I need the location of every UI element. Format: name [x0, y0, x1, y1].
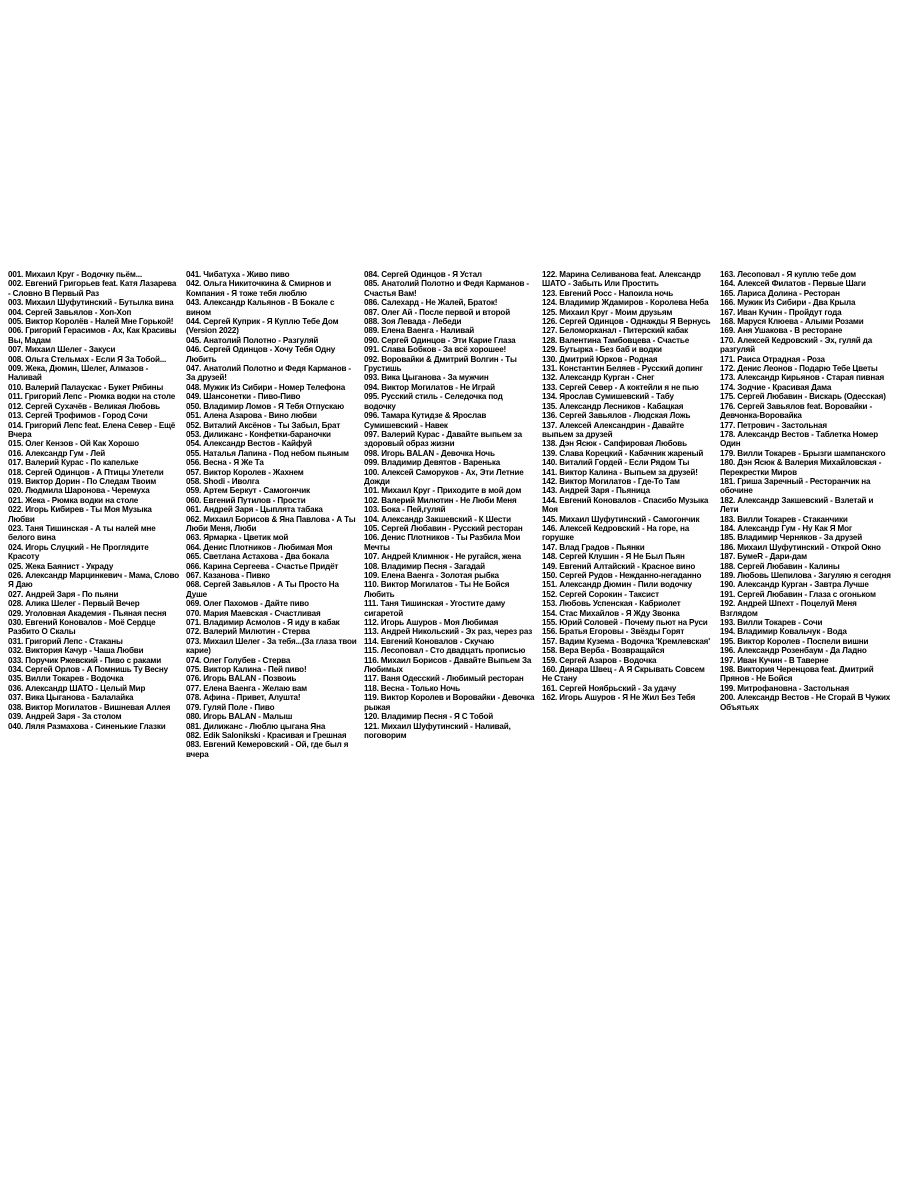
track-entry: 120. Владимир Песня - Я С Тобой: [364, 712, 494, 722]
track-entry: 124. Владимир Ждамиров - Королева Неба: [542, 298, 709, 308]
track-entry: 101. Михаил Круг - Приходите в мой дом: [364, 486, 522, 496]
track-entry: 106. Денис Плотников - Ты Разбила Мои Мечты: [364, 533, 521, 552]
track-entry: 140. Виталий Гордей - Если Рядом Ты: [542, 458, 690, 468]
track-entry: 095. Русский стиль - Селедочка под водочку: [364, 392, 503, 411]
track-entry: 058. Shodi - Иволга: [186, 476, 260, 486]
track-entry: 141. Виктор Калина - Выпьем за друзей!: [542, 467, 698, 477]
track-entry: 034. Сергей Орлов - А Помнишь Ту Весну: [8, 665, 168, 675]
track-entry: 038. Виктор Могилатов - Вишневая Аллея: [8, 702, 171, 712]
track-entry: 019. Виктор Дорин - По Следам Твоим: [8, 476, 157, 486]
track-entry: 085. Анатолий Полотно и Федя Карманов - Счастья Вам!: [364, 279, 529, 298]
track-entry: 192. Андрей Шпехт - Поцелуй Меня Взглядом: [720, 599, 857, 618]
track-entry: 037. Вика Цыганова - Балалайка: [8, 693, 134, 703]
track-entry: 027. Андрей Заря - По пьяни: [8, 589, 119, 599]
track-entry: 150. Сергей Рудов - Нежданно-негаданно: [542, 571, 702, 580]
track-entry: 105. Сергей Любавин - Русский ресторан: [364, 523, 523, 533]
track-entry: 121. Михаил Шуфутинский - Наливай, поговорим: [364, 721, 511, 740]
track-entry: 073. Михаил Шелег - За тебя...(За глаза твои карие): [186, 636, 357, 656]
track-entry: 066. Карина Сергеева - Счастье Придёт: [186, 561, 339, 571]
track-entry: 043. Александр Кальянов - В Бокале с вином: [186, 298, 335, 317]
track-entry: 078. Афина - Привет, Алушта!: [186, 693, 301, 703]
track-entry: 076. Игорь BALAN - Позвоиь: [186, 674, 297, 684]
track-entry: 128. Валентина Тамбовцева - Счастье: [542, 335, 690, 345]
track-entry: 181. Гриша Заречный - Ресторанчик на обочине: [720, 476, 871, 496]
track-entry: 083. Евгений Кемеровский - Ой, где был я вчера: [186, 740, 349, 759]
track-entry: 199. Митрофановна - Застольная: [720, 683, 849, 693]
track-entry: 162. Игорь Ашуров - Я Не Жил Без Тебя: [542, 693, 696, 703]
track-entry: 196. Александр Розенбаум - Да Ладно: [720, 646, 867, 656]
track-entry: 068. Сергей Завьялов - А Ты Просто На Душе: [186, 580, 339, 599]
track-entry: 171. Раиса Отрадная - Роза: [720, 354, 825, 364]
track-entry: 107. Андрей Климнюк - Не ругайся, жена: [364, 552, 521, 562]
track-entry: 056. Весна - Я Же Та: [186, 458, 264, 468]
track-entry: 145. Михаил Шуфутинский - Самогончик: [542, 514, 700, 524]
track-entry: 009. Жека, Дюмин, Шелег, Алмазов - Наливай: [8, 364, 149, 383]
track-entry: 047. Анатолий Полотно и Федя Карманов - За друзей!: [186, 364, 351, 383]
track-entry: 170. Алексей Кедровский - Эх, гуляй да разгуляй: [720, 335, 873, 355]
track-entry: 039. Андрей Заря - За столом: [8, 712, 122, 722]
track-entry: 136. Сергей Завьялов - Людская Ложь: [542, 411, 691, 421]
track-entry: 112. Игорь Ашуров - Моя Любимая: [364, 618, 499, 628]
track-entry: 158. Вера Верба - Возвращайся: [542, 646, 665, 656]
track-entry: 099. Владимир Девятов - Варенька: [364, 458, 501, 468]
track-entry: 036. Александр ШАТО - Целый Мир: [8, 683, 146, 693]
track-entry: 132. Александр Курган - Снег: [542, 373, 655, 383]
track-entry: 032. Виктория Качур - Чаша Любви: [8, 646, 144, 656]
track-entry: 177. Петрович - Застольная: [720, 420, 827, 430]
track-entry: 104. Александр Закшевский - К Шести: [364, 514, 511, 524]
track-entry: 146. Алексей Кедровский - На горе, на горушке: [542, 523, 690, 543]
track-entry: 053. Дилижанс - Конфетки-бараночки: [186, 429, 331, 439]
track-entry: 090. Сергей Одинцов - Эти Карие Глаза: [364, 335, 516, 345]
track-entry: 148. Сергей Клушин - Я Не Был Пьян: [542, 552, 685, 562]
track-entry: 134. Ярослав Сумишевский - Табу: [542, 392, 674, 402]
track-entry: 072. Валерий Милютин - Стерва: [186, 627, 310, 637]
track-entry: 003. Михаил Шуфутинский - Бутылка вина: [8, 298, 174, 308]
track-entry: 115. Лесоповал - Сто двадцать прописью: [364, 646, 526, 656]
track-entry: 059. Артем Беркут - Самогончик: [186, 486, 310, 496]
track-entry: 004. Сергей Завьялов - Хоп-Хоп: [8, 307, 132, 317]
track-entry: 098. Игорь BALAN - Девочка Ночь: [364, 448, 495, 458]
track-entry: 118. Весна - Только Ночь: [364, 683, 460, 693]
track-entry: 030. Евгений Коновалов - Моё Сердце Разбито О Скалы: [8, 618, 156, 637]
track-entry: 002. Евгений Григорьев feat. Катя Лазарева - Словно В Первый Раз: [8, 279, 177, 298]
track-entry: 135. Александр Лесников - Кабацкая: [542, 401, 684, 411]
track-entry: 091. Слава Бобков - За всё хорошее!: [364, 345, 507, 355]
track-entry: 069. Олег Пахомов - Дайте пиво: [186, 599, 309, 609]
track-entry: 094. Виктор Могилатов - Не Играй: [364, 382, 495, 392]
track-entry: 108. Владимир Песня - Загадай: [364, 561, 485, 571]
track-entry: 191. Сергей Любавин - Глаза с огоньком: [720, 589, 876, 599]
track-entry: 122. Марина Селиванова feat. Александр ШАТО - Забыть Или Простить: [542, 270, 701, 289]
track-entry: 125. Михаил Круг - Моим друзьям: [542, 307, 673, 317]
track-entry: 100. Алексей Саморуков - Ах, Эти Летние Дожди: [364, 467, 524, 486]
track-entry: 138. Дэн Ясюк - Сапфировая Любовь: [542, 439, 687, 449]
track-entry: 074. Олег Голубев - Стерва: [186, 655, 291, 665]
track-entry: 127. Беломорканал - Питерский кабак: [542, 326, 689, 336]
track-entry: 139. Слава Корецкий - Кабачник жареный: [542, 448, 704, 458]
track-entry: 025. Жека Баянист - Украду: [8, 561, 114, 571]
track-entry: 082. Edik Salonikski - Красивая и Грешная: [186, 730, 347, 740]
track-entry: 024. Игорь Слуцкий - Не Проглядите Красоту: [8, 542, 149, 562]
track-entry: 143. Андрей Заря - Пьяница: [542, 486, 650, 496]
track-entry: 188. Сергей Любавин - Калины: [720, 561, 840, 571]
track-entry: 114. Евгений Коновалов - Скучаю: [364, 636, 494, 646]
track-entry: 014. Григорий Лепс feat. Елена Север - Ещё Вчера: [8, 420, 176, 439]
track-entry: 080. Игорь BALAN - Малыш: [186, 712, 293, 722]
track-entry: 137. Алексей Александрин - Давайте выпьем за друзей: [542, 420, 684, 439]
tracklist-sheet: [8, 270, 892, 935]
track-entry: 151. Александр Дюмин - Пили водочку: [542, 580, 693, 590]
track-entry: 021. Жека - Рюмка водки на столе: [8, 495, 139, 505]
track-entry: 131. Константин Беляев - Русский допинг: [542, 364, 703, 374]
track-entry: 051. Алена Азарова - Вино любви: [186, 411, 317, 421]
track-entry: 110. Виктор Могилатов - Ты Не Бойся Любить: [364, 580, 510, 599]
track-entry: 119. Виктор Королев и Воровайки - Девочка рыжая: [364, 693, 535, 712]
track-entry: 111. Таня Тишинская - Угостите даму сигаретой: [364, 599, 506, 618]
track-entry: 029. Уголовная Академия - Пьяная песня: [8, 608, 167, 618]
track-entry: 173. Александр Кирьянов - Старая пивная: [720, 373, 885, 383]
track-entry: 052. Виталий Аксёнов - Ты Забыл, Брат: [186, 420, 341, 430]
track-entry: 129. Бутырка - Без баб и водки: [542, 345, 662, 355]
track-entry: 033. Поручик Ржевский - Пиво с раками: [8, 655, 162, 665]
track-entry: 045. Анатолий Полотно - Разгуляй: [186, 335, 319, 345]
track-entry: 189. Любовь Шепилова - Загуляю я сегодня: [720, 571, 891, 580]
track-entry: 042. Ольга Никиточкина & Смирнов и Компания - Я тоже тебя люблю: [186, 279, 332, 298]
track-entry: 163. Лесоповал - Я куплю тебе дом: [720, 270, 856, 279]
tracklist-column-2: [186, 270, 358, 935]
track-entry: 070. Мария Маевская - Счастливая: [186, 608, 321, 618]
track-entry: 194. Владимир Ковальчук - Вода: [720, 627, 847, 637]
track-entry: 077. Елена Ваенга - Желаю вам: [186, 683, 308, 693]
track-entry: 065. Светлана Астахова - Два бокала: [186, 552, 330, 562]
track-entry: 159. Сергей Азаров - Водочка: [542, 655, 657, 665]
track-entry: 109. Елена Ваенга - Золотая рыбка: [364, 571, 499, 580]
track-entry: 086. Салехард - Не Жалей, Браток!: [364, 298, 498, 308]
track-entry: 026. Александр Марцинкевич - Мама, Слово Я Даю: [8, 571, 180, 590]
track-entry: 096. Тамара Кутидзе & Ярослав Сумишевский - Навек: [364, 411, 487, 430]
track-entry: 149. Евгений Алтайский - Красное вино: [542, 561, 696, 571]
track-entry: 040. Ляля Размахова - Синенькие Глазки: [8, 721, 166, 731]
track-entry: 001. Михаил Круг - Водочку пьём...: [8, 270, 142, 279]
tracklist-column-3: [364, 270, 536, 935]
track-entry: 010. Валерий Палаускас - Букет Рябины: [8, 382, 164, 392]
track-entry: 006. Григорий Герасимов - Ах, Как Красивы Вы, Мадам: [8, 326, 177, 345]
track-entry: 165. Лариса Долина - Ресторан: [720, 288, 840, 298]
track-entry: 153. Любовь Успенская - Кабриолет: [542, 599, 681, 609]
track-entry: 008. Ольга Стельмах - Если Я За Тобой...: [8, 354, 167, 364]
track-entry: 005. Виктор Королёв - Налей Мне Горькой!: [8, 317, 174, 327]
track-entry: 092. Воровайки & Дмитрий Волгин - Ты Грустишь: [364, 354, 517, 374]
track-entry: 028. Алика Шелег - Первый Вечер: [8, 599, 140, 609]
track-entry: 060. Евгений Путилов - Прости: [186, 495, 306, 505]
track-entry: 178. Александр Вестов - Таблетка Номер Один: [720, 429, 879, 449]
track-entry: 144. Евгений Коновалов - Спасибо Музыка Моя: [542, 495, 709, 515]
track-entry: 156. Братья Егоровы - Звёзды Горят: [542, 627, 685, 637]
track-entry: 164. Алексей Филатов - Первые Шаги: [720, 279, 866, 289]
track-entry: 017. Валерий Курас - По капельке: [8, 458, 139, 468]
track-entry: 048. Мужик Из Сибири - Номер Телефона: [186, 382, 346, 392]
track-entry: 103. Бока - Пей,гуляй: [364, 505, 446, 515]
track-entry: 089. Елена Ваенга - Наливай: [364, 326, 475, 336]
track-entry: 022. Игорь Кибирев - Ты Моя Музыка Любви: [8, 505, 152, 524]
tracklist-column-5: [720, 270, 892, 935]
track-entry: 031. Григорий Лепс - Стаканы: [8, 636, 123, 646]
track-entry: 046. Сергей Одинцов - Хочу Тебя Одну Любить: [186, 345, 336, 364]
track-entry: 198. Виктория Черенцова feat. Дмитрий Прянов - Не Бойся: [720, 665, 874, 684]
track-entry: 023. Таня Тишинская - А ты налей мне белого вина: [8, 523, 156, 543]
track-entry: 175. Сергей Любавин - Вискарь (Одесская): [720, 392, 886, 402]
track-entry: 180. Дэн Ясюк & Валерия Михайловская - Перекрестки Миров: [720, 458, 882, 477]
track-entry: 126. Сергей Одинцов - Однажды Я Вернусь: [542, 317, 711, 327]
track-entry: 166. Мужик Из Сибири - Два Крыла: [720, 298, 856, 308]
track-entry: 182. Александр Закшевский - Взлетай и Лети: [720, 495, 874, 515]
track-entry: 157. Вадим Кузема - Водочка 'Кремлевская': [542, 636, 711, 646]
track-entry: 087. Олег Ай - После первой и второй: [364, 307, 511, 317]
track-entry: 183. Вилли Токарев - Стаканчики: [720, 514, 848, 524]
track-entry: 133. Сергей Север - А коктейли я не пью: [542, 382, 699, 392]
track-entry: 044. Сергей Куприк - Я Куплю Тебе Дом (Version 2022): [186, 317, 339, 336]
track-entry: 064. Денис Плотников - Любимая Моя: [186, 542, 333, 552]
track-entry: 169. Аня Ушакова - В ресторане: [720, 326, 843, 336]
track-entry: 154. Стас Михайлов - Я Жду Звонка: [542, 608, 680, 618]
track-entry: 050. Владимир Ломов - Я Тебя Отпускаю: [186, 401, 344, 411]
track-entry: 187. БумеR - Дари-дам: [720, 552, 807, 562]
track-entry: 015. Олег Кензов - Ой Как Хорошо: [8, 439, 139, 449]
track-entry: 081. Дилижанс - Люблю цыгана Яна: [186, 721, 326, 731]
track-entry: 049. Шансонетки - Пиво-Пиво: [186, 392, 301, 402]
track-entry: 167. Иван Кучин - Пройдут года: [720, 307, 842, 317]
track-entry: 161. Сергей Ноябрьский - За удачу: [542, 683, 677, 693]
track-entry: 113. Андрей Никольский - Эх раз, через раз: [364, 627, 533, 637]
tracklist-column-4: [542, 270, 714, 935]
track-entry: 013. Сергей Трофимов - Город Сочи: [8, 411, 148, 421]
track-entry: 185. Владимир Черняков - За друзей: [720, 533, 863, 543]
track-entry: 160. Динара Швец - А Я Скрывать Совсем Не Стану: [542, 665, 705, 684]
track-entry: 079. Гуляй Поле - Пиво: [186, 702, 275, 712]
track-entry: 190. Александр Курган - Завтра Лучше: [720, 580, 869, 590]
track-entry: 197. Иван Кучин - В Таверне: [720, 655, 829, 665]
track-entry: 200. Александр Вестов - Не Сгорай В Чужих Объятьях: [720, 693, 891, 712]
track-entry: 063. Ярмарка - Цветик мой: [186, 533, 289, 543]
track-entry: 084. Сергей Одинцов - Я Устал: [364, 270, 482, 279]
track-entry: 055. Наталья Лапина - Под небом пьяным: [186, 448, 349, 458]
track-entry: 007. Михаил Шелег - Закуси: [8, 345, 116, 355]
track-entry: 075. Виктор Калина - Пей пиво!: [186, 665, 307, 675]
track-entry: 067. Казанова - Пивко: [186, 571, 270, 580]
track-entry: 041. Чибатуха - Живо пиво: [186, 270, 290, 279]
track-entry: 062. Михаил Борисов & Яна Павлова - А Ты Люби Меня, Люби: [186, 514, 356, 533]
track-entry: 172. Денис Леонов - Подарю Тебе Цветы: [720, 364, 878, 374]
track-entry: 147. Влад Градов - Пьянки: [542, 542, 645, 552]
track-entry: 184. Александр Гум - Ну Как Я Мог: [720, 523, 853, 533]
track-entry: 057. Виктор Королев - Жахнем: [186, 467, 304, 477]
track-entry: 093. Вика Цыганова - За мужчин: [364, 373, 489, 383]
track-entry: 018. Сергей Одинцов - А Птицы Улетели: [8, 467, 164, 477]
track-entry: 117. Ваня Одесский - Любимый ресторан: [364, 674, 524, 684]
track-entry: 102. Валерий Милютин - Не Люби Меня: [364, 495, 517, 505]
track-entry: 088. Зоя Левада - Лебеди: [364, 317, 462, 327]
track-entry: 193. Вилли Токарев - Сочи: [720, 618, 823, 628]
track-entry: 012. Сергей Сухачёв - Великая Любовь: [8, 401, 160, 411]
track-entry: 123. Евгений Росс - Напоила ночь: [542, 288, 674, 298]
tracklist-column-1: [8, 270, 180, 935]
track-entry: 020. Людмила Шаронова - Черемуха: [8, 486, 150, 496]
track-entry: 116. Михаил Борисов - Давайте Выпьем За Любимых: [364, 655, 532, 675]
track-entry: 061. Андрей Заря - Цыплята табака: [186, 505, 323, 515]
track-entry: 155. Юрий Соловей - Почему пьют на Руси: [542, 618, 708, 628]
track-entry: 174. Зодчие - Красивая Дама: [720, 382, 832, 392]
track-entry: 176. Сергей Завьялов feat. Воровайки - Девчонка-Воровайка: [720, 401, 873, 421]
track-entry: 186. Михаил Шуфутинский - Открой Окно: [720, 542, 881, 552]
track-entry: 035. Вилли Токарев - Водочка: [8, 674, 124, 684]
track-entry: 071. Владимир Асмолов - Я иду в кабак: [186, 618, 340, 628]
track-entry: 195. Виктор Королев - Поспели вишни: [720, 636, 869, 646]
track-entry: 130. Дмитрий Юрков - Родная: [542, 354, 658, 364]
track-entry: 142. Виктор Могилатов - Где-То Там: [542, 476, 680, 486]
track-entry: 152. Сергей Сорокин - Таксист: [542, 589, 659, 599]
track-entry: 054. Александр Вестов - Кайфуй: [186, 439, 312, 449]
track-entry: 168. Маруся Клюева - Алыми Розами: [720, 317, 864, 327]
track-entry: 016. Александр Гум - Лей: [8, 448, 106, 458]
track-entry: 011. Григорий Лепс - Рюмка водки на столе: [8, 392, 176, 402]
track-entry: 097. Валерий Курас - Давайте выпьем за здоровый образ жизни: [364, 429, 522, 449]
track-entry: 179. Вилли Токарев - Брызги шампанского: [720, 448, 886, 458]
